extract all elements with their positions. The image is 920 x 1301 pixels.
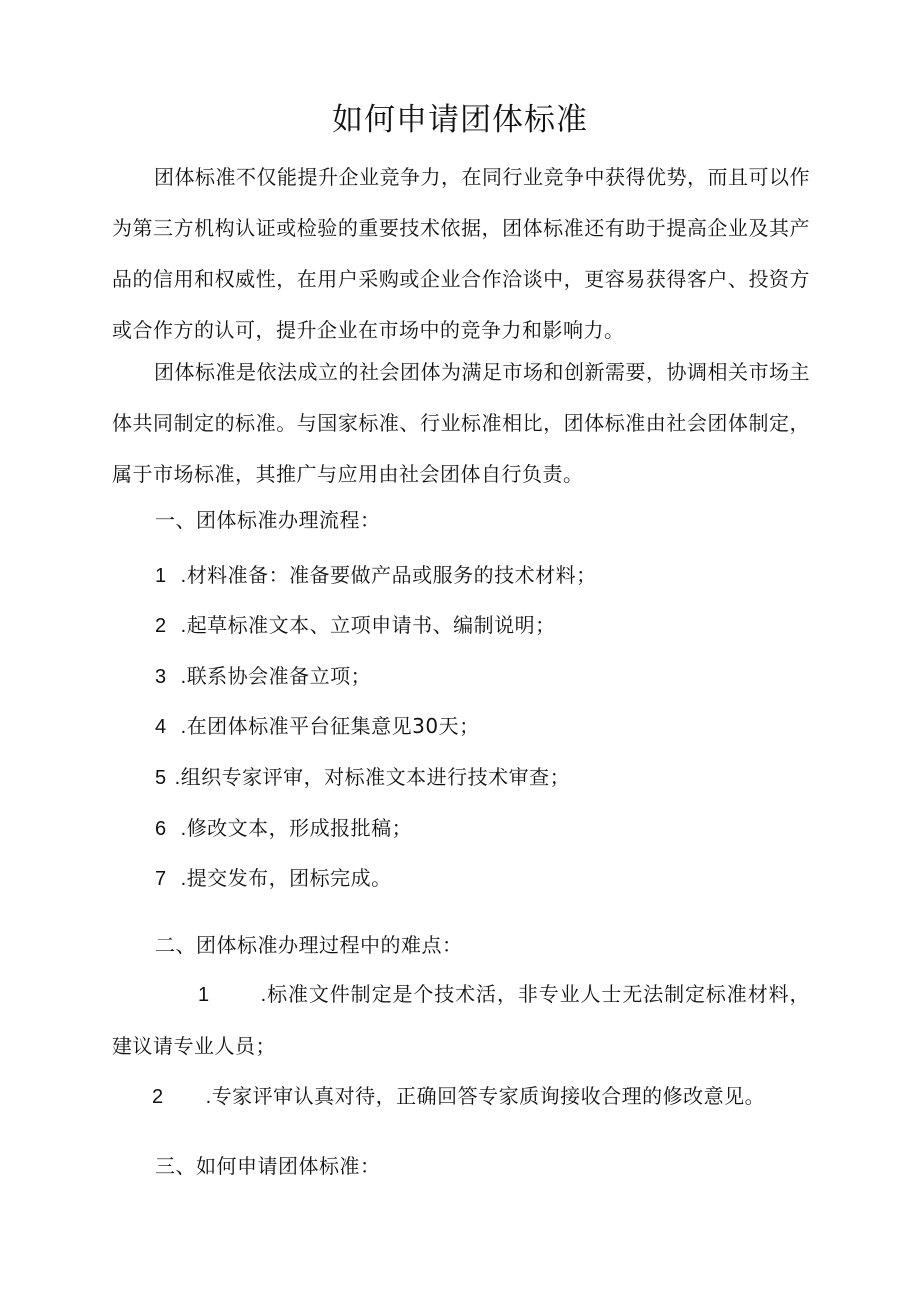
difficulty-number: 1 bbox=[198, 984, 210, 1006]
step-text: 在团体标准平台征集意见30天； bbox=[186, 714, 480, 738]
difficulty-text: 专家评审认真对待，正确回答专家质询接收合理的修改意见。 bbox=[211, 1084, 766, 1108]
difficulty-item: 2 .专家评审认真对待，正确回答专家质询接收合理的修改意见。 bbox=[152, 1082, 765, 1111]
step-number: 2 bbox=[155, 615, 167, 637]
step-number: 3 bbox=[155, 666, 167, 688]
section-2-heading: 二、团体标准办理过程中的难点： bbox=[155, 933, 463, 957]
step-number: 7 bbox=[155, 868, 167, 890]
process-step: 7 .提交发布，团标完成。 bbox=[155, 864, 392, 893]
step-number: 4 bbox=[155, 716, 167, 738]
difficulty-item: 1 .标准文件制定是个技术活，非专业人士无法制定标准材料，建议请专业人员； bbox=[112, 969, 810, 1072]
process-step: 6 .修改文本，形成报批稿； bbox=[155, 814, 412, 843]
process-step: 2 .起草标准文本、立项申请书、编制说明； bbox=[155, 611, 556, 640]
step-text: 组织专家评审，对标准文本进行技术审查； bbox=[180, 765, 571, 789]
step-number: 6 bbox=[155, 818, 167, 840]
step-text: 起草标准文本、立项申请书、编制说明； bbox=[186, 613, 556, 637]
step-text: 联系协会准备立项； bbox=[186, 664, 372, 688]
difficulty-number: 2 bbox=[152, 1086, 164, 1108]
step-text: 修改文本，形成报批稿； bbox=[186, 816, 413, 840]
intro-paragraph-2: 团体标准是依法成立的社会团体为满足市场和创新需要，协调相关市场主体共同制定的标准。与国家标准、行业标准相比，团体标准由社会团体制定，属于市场标准，其推广与应用由社会团体自行负责。 bbox=[112, 360, 810, 486]
process-step: 5 .组织专家评审，对标准文本进行技术审查； bbox=[155, 763, 570, 792]
document-title: 如何申请团体标准 bbox=[332, 102, 588, 138]
step-text: 材料准备：准备要做产品或服务的技术材料； bbox=[186, 563, 597, 587]
difficulty-text: 标准文件制定是个技术活，非专业人士无法制定标准材料，建议请专业人员； bbox=[112, 982, 810, 1058]
step-number: 1 bbox=[155, 565, 167, 587]
process-step: 3 .联系协会准备立项； bbox=[155, 662, 371, 691]
section-3-heading: 三、如何申请团体标准： bbox=[155, 1154, 381, 1178]
process-step: 4 .在团体标准平台征集意见30天； bbox=[155, 712, 480, 741]
section-1-heading: 一、团体标准办理流程： bbox=[155, 508, 381, 532]
step-text: 提交发布，团标完成。 bbox=[186, 866, 392, 890]
process-step: 1 .材料准备：准备要做产品或服务的技术材料； bbox=[155, 561, 597, 590]
intro-paragraph-1: 团体标准不仅能提升企业竞争力，在同行业竞争中获得优势，而且可以作为第三方机构认证或检验的重要技术依据，团体标准还有助于提高企业及其产品的信用和权威性，在用户采购或企业合作洽谈中，更容易获得客户、投资方或合作方的认可，提升企业在市场中的竞争力和影响力。 bbox=[112, 165, 810, 342]
step-number: 5 bbox=[155, 767, 167, 789]
